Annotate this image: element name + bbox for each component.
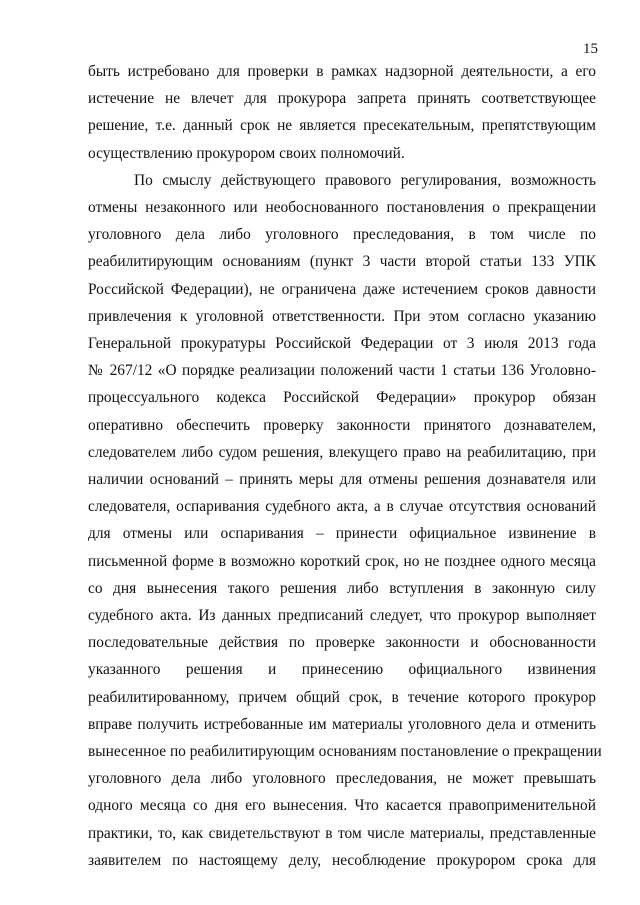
text-line: заявителем по настоящему делу, несоблюдение прокурором срока для <box>88 851 596 869</box>
text-line: уголовного дела либо уголовного преследования, не может превышать <box>88 770 596 788</box>
page-number: 15 <box>583 41 598 57</box>
text-line: Генеральной прокуратуры Российской Федерации от 3 июля 2013 года <box>88 335 596 353</box>
text-line: уголовного дела либо уголовного преследования, в том числе по <box>88 226 596 244</box>
text-line: судебного акта. Из данных предписаний следует, что прокурор выполняет <box>88 607 596 625</box>
text-line: следователя, оспаривания судебного акта, а в случае отсутствия оснований <box>88 498 596 516</box>
text-line: следователем либо судом решения, влекущего право на реабилитацию, при <box>88 443 596 461</box>
paragraph-1 <box>88 58 596 167</box>
text-line: решение, т.е. данный срок не является пресекательным, препятствующим <box>88 117 596 135</box>
text-line: вправе получить истребованные им материалы уголовного дела и отменить <box>88 715 596 733</box>
text-line: вынесенное по реабилитирующим основаниям постановление о прекращении <box>88 743 602 761</box>
text-line: привлечения к уголовной ответственности. При этом согласно указанию <box>88 307 596 325</box>
text-line: наличии оснований – принять меры для отмены решения дознавателя или <box>88 471 596 489</box>
text-line: указанного решения и принесению официального извинения <box>88 661 596 679</box>
text-line: для отмены или оспаривания – принести официальное извинение в <box>88 525 596 543</box>
paragraph-2 <box>88 167 602 874</box>
text-line: реабилитированному, причем общий срок, в течение которого прокурор <box>88 688 596 706</box>
text-line: последовательные действия по проверке законности и обоснованности <box>88 634 596 652</box>
text-line: письменной форме в возможно короткий срок, но не позднее одного месяца <box>88 552 596 570</box>
text-line: реабилитирующим основаниям (пункт 3 части второй статьи 133 УПК <box>88 253 596 271</box>
body-text <box>88 58 602 874</box>
text-line: процессуального кодекса Российской Федерации» прокурор обязан <box>88 389 596 407</box>
text-line: Российской Федерации), не ограничена даже истечением сроков давности <box>88 280 596 298</box>
text-line: одного месяца со дня его вынесения. Что касается правоприменительной <box>88 797 596 815</box>
text-line: истечение не влечет для прокурора запрета принять соответствующее <box>88 90 596 108</box>
text-line: По смыслу действующего правового регулирования, возможность <box>134 171 596 189</box>
text-line: практики, то, как свидетельствуют в том числе материалы, представленные <box>88 824 596 842</box>
text-line: быть истребовано для проверки в рамках надзорной деятельности, а его <box>88 63 596 80</box>
text-line: № 267/12 «О порядке реализации положений части 1 статьи 136 Уголовно- <box>88 362 596 380</box>
text-line: осуществлению прокурором своих полномочий. <box>88 144 405 162</box>
text-line: отмены незаконного или необоснованного постановления о прекращении <box>88 199 596 217</box>
text-line: оперативно обеспечить проверку законности принятого дознавателем, <box>88 416 596 434</box>
text-line: со дня вынесения такого решения либо вступления в законную силу <box>88 579 596 597</box>
